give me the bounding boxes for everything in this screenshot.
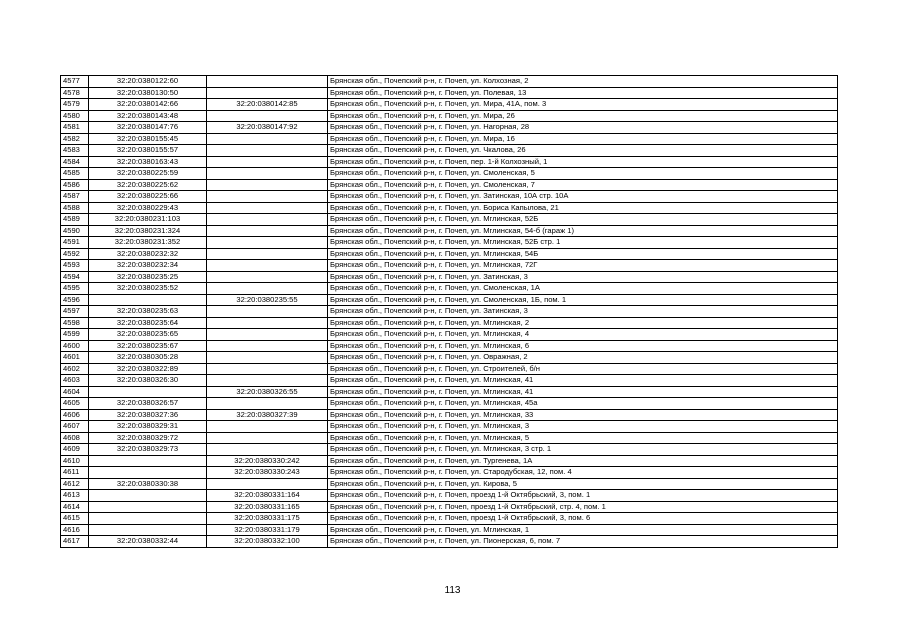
row-number-cell: 4580: [61, 110, 89, 122]
address-cell: Брянская обл., Почепский р-н, г. Почеп, ул. Полевая, 13: [328, 87, 838, 99]
row-number-cell: 4594: [61, 271, 89, 283]
table-row: [61, 478, 838, 490]
row-number-cell: 4595: [61, 283, 89, 295]
land-cadastral-number-cell: 32:20:0380235:25: [89, 271, 207, 283]
building-cadastral-number-cell: [207, 191, 328, 203]
building-cadastral-number-cell: [207, 271, 328, 283]
row-number-cell: 4604: [61, 386, 89, 398]
row-number-cell: 4608: [61, 432, 89, 444]
land-cadastral-number-cell: 32:20:0380329:72: [89, 432, 207, 444]
table-row: [61, 283, 838, 295]
table-row: [61, 214, 838, 226]
land-cadastral-number-cell: [89, 386, 207, 398]
table-row: [61, 340, 838, 352]
building-cadastral-number-cell: [207, 363, 328, 375]
land-cadastral-number-cell: [89, 467, 207, 479]
address-cell: Брянская обл., Почепский р-н, г. Почеп, проезд 1-й Октябрьский, стр. 4, пом. 1: [328, 501, 838, 513]
land-cadastral-number-cell: 32:20:0380232:34: [89, 260, 207, 272]
land-cadastral-number-cell: 32:20:0380229:43: [89, 202, 207, 214]
building-cadastral-number-cell: [207, 225, 328, 237]
table-row: [61, 225, 838, 237]
row-number-cell: 4589: [61, 214, 89, 226]
land-cadastral-number-cell: 32:20:0380326:57: [89, 398, 207, 410]
building-cadastral-number-cell: 32:20:0380326:55: [207, 386, 328, 398]
table-row: [61, 237, 838, 249]
building-cadastral-number-cell: [207, 76, 328, 88]
address-cell: Брянская обл., Почепский р-н, г. Почеп, ул. Мглинская, 1: [328, 524, 838, 536]
building-cadastral-number-cell: [207, 202, 328, 214]
table-row: [61, 455, 838, 467]
land-cadastral-number-cell: [89, 513, 207, 525]
row-number-cell: 4579: [61, 99, 89, 111]
building-cadastral-number-cell: 32:20:0380330:242: [207, 455, 328, 467]
address-cell: Брянская обл., Почепский р-н, г. Почеп, ул. Мглинская, 33: [328, 409, 838, 421]
land-cadastral-number-cell: 32:20:0380225:62: [89, 179, 207, 191]
address-cell: Брянская обл., Почепский р-н, г. Почеп, ул. Смоленская, 1Б, пом. 1: [328, 294, 838, 306]
row-number-cell: 4577: [61, 76, 89, 88]
building-cadastral-number-cell: 32:20:0380142:85: [207, 99, 328, 111]
row-number-cell: 4605: [61, 398, 89, 410]
land-cadastral-number-cell: 32:20:0380231:352: [89, 237, 207, 249]
table-row: [61, 501, 838, 513]
address-cell: Брянская обл., Почепский р-н, г. Почеп, ул. Мглинская, 41: [328, 375, 838, 387]
building-cadastral-number-cell: [207, 329, 328, 341]
building-cadastral-number-cell: [207, 478, 328, 490]
table-row: [61, 513, 838, 525]
row-number-cell: 4593: [61, 260, 89, 272]
row-number-cell: 4601: [61, 352, 89, 364]
row-number-cell: 4584: [61, 156, 89, 168]
table-row: [61, 87, 838, 99]
table-row: [61, 421, 838, 433]
building-cadastral-number-cell: 32:20:0380332:100: [207, 536, 328, 548]
table-row: [61, 110, 838, 122]
table-row: [61, 386, 838, 398]
address-cell: Брянская обл., Почепский р-н, г. Почеп, ул. Строителей, б/н: [328, 363, 838, 375]
table-row: [61, 191, 838, 203]
table-row: [61, 329, 838, 341]
row-number-cell: 4578: [61, 87, 89, 99]
row-number-cell: 4588: [61, 202, 89, 214]
land-cadastral-number-cell: 32:20:0380163:43: [89, 156, 207, 168]
land-cadastral-number-cell: [89, 294, 207, 306]
building-cadastral-number-cell: 32:20:0380331:165: [207, 501, 328, 513]
address-cell: Брянская обл., Почепский р-н, г. Почеп, ул. Овражная, 2: [328, 352, 838, 364]
address-cell: Брянская обл., Почепский р-н, г. Почеп, ул. Колхозная, 2: [328, 76, 838, 88]
row-number-cell: 4600: [61, 340, 89, 352]
row-number-cell: 4612: [61, 478, 89, 490]
address-cell: Брянская обл., Почепский р-н, г. Почеп, ул. Мглинская, 52Б стр. 1: [328, 237, 838, 249]
table-row: [61, 294, 838, 306]
address-cell: Брянская обл., Почепский р-н, г. Почеп, ул. Стародубская, 12, пом. 4: [328, 467, 838, 479]
table-row: [61, 156, 838, 168]
table-row: [61, 444, 838, 456]
row-number-cell: 4617: [61, 536, 89, 548]
address-cell: Брянская обл., Почепский р-н, г. Почеп, ул. Смоленская, 7: [328, 179, 838, 191]
land-cadastral-number-cell: 32:20:0380232:32: [89, 248, 207, 260]
building-cadastral-number-cell: [207, 87, 328, 99]
table-row: [61, 145, 838, 157]
address-cell: Брянская обл., Почепский р-н, г. Почеп, ул. Кирова, 5: [328, 478, 838, 490]
table-row: [61, 352, 838, 364]
row-number-cell: 4583: [61, 145, 89, 157]
table-row: [61, 524, 838, 536]
building-cadastral-number-cell: 32:20:0380330:243: [207, 467, 328, 479]
row-number-cell: 4590: [61, 225, 89, 237]
land-cadastral-number-cell: 32:20:0380231:324: [89, 225, 207, 237]
row-number-cell: 4582: [61, 133, 89, 145]
building-cadastral-number-cell: [207, 340, 328, 352]
table-row: [61, 398, 838, 410]
table-row: [61, 375, 838, 387]
table-row: [61, 202, 838, 214]
building-cadastral-number-cell: 32:20:0380147:92: [207, 122, 328, 134]
address-cell: Брянская обл., Почепский р-н, г. Почеп, ул. Мира, 16: [328, 133, 838, 145]
building-cadastral-number-cell: [207, 133, 328, 145]
address-cell: Брянская обл., Почепский р-н, г. Почеп, ул. Мглинская, 5: [328, 432, 838, 444]
address-cell: Брянская обл., Почепский р-н, г. Почеп, ул. Тургенева, 1А: [328, 455, 838, 467]
building-cadastral-number-cell: [207, 352, 328, 364]
table-row: [61, 179, 838, 191]
address-cell: Брянская обл., Почепский р-н, г. Почеп, ул. Чкалова, 26: [328, 145, 838, 157]
row-number-cell: 4602: [61, 363, 89, 375]
building-cadastral-number-cell: [207, 306, 328, 318]
table-row: [61, 432, 838, 444]
table-row: [61, 76, 838, 88]
table-row: [61, 409, 838, 421]
address-cell: Брянская обл., Почепский р-н, г. Почеп, ул. Затинская, 3: [328, 306, 838, 318]
land-cadastral-number-cell: 32:20:0380143:48: [89, 110, 207, 122]
building-cadastral-number-cell: [207, 317, 328, 329]
table-row: [61, 536, 838, 548]
land-cadastral-number-cell: 32:20:0380155:57: [89, 145, 207, 157]
building-cadastral-number-cell: [207, 168, 328, 180]
address-cell: Брянская обл., Почепский р-н, г. Почеп, ул. Мглинская, 3: [328, 421, 838, 433]
land-cadastral-number-cell: 32:20:0380235:52: [89, 283, 207, 295]
land-cadastral-number-cell: 32:20:0380235:67: [89, 340, 207, 352]
address-cell: Брянская обл., Почепский р-н, г. Почеп, ул. Мглинская, 2: [328, 317, 838, 329]
address-cell: Брянская обл., Почепский р-н, г. Почеп, проезд 1-й Октябрьский, 3, пом. 1: [328, 490, 838, 502]
property-register-table: [60, 75, 838, 548]
row-number-cell: 4606: [61, 409, 89, 421]
building-cadastral-number-cell: [207, 260, 328, 272]
building-cadastral-number-cell: [207, 283, 328, 295]
table-row: [61, 99, 838, 111]
row-number-cell: 4616: [61, 524, 89, 536]
row-number-cell: 4587: [61, 191, 89, 203]
table-row: [61, 363, 838, 375]
address-cell: Брянская обл., Почепский р-н, г. Почеп, ул. Смоленская, 1А: [328, 283, 838, 295]
address-cell: Брянская обл., Почепский р-н, г. Почеп, ул. Мира, 41А, пом. 3: [328, 99, 838, 111]
land-cadastral-number-cell: 32:20:0380235:64: [89, 317, 207, 329]
row-number-cell: 4615: [61, 513, 89, 525]
land-cadastral-number-cell: 32:20:0380327:36: [89, 409, 207, 421]
building-cadastral-number-cell: [207, 432, 328, 444]
table-row: [61, 467, 838, 479]
register-table-body: [61, 76, 838, 548]
building-cadastral-number-cell: 32:20:0380331:175: [207, 513, 328, 525]
table-row: [61, 133, 838, 145]
land-cadastral-number-cell: 32:20:0380142:66: [89, 99, 207, 111]
land-cadastral-number-cell: 32:20:0380235:65: [89, 329, 207, 341]
row-number-cell: 4585: [61, 168, 89, 180]
row-number-cell: 4592: [61, 248, 89, 260]
building-cadastral-number-cell: [207, 145, 328, 157]
address-cell: Брянская обл., Почепский р-н, г. Почеп, ул. Нагорная, 28: [328, 122, 838, 134]
land-cadastral-number-cell: 32:20:0380305:28: [89, 352, 207, 364]
land-cadastral-number-cell: 32:20:0380155:45: [89, 133, 207, 145]
building-cadastral-number-cell: 32:20:0380331:164: [207, 490, 328, 502]
land-cadastral-number-cell: 32:20:0380122:60: [89, 76, 207, 88]
land-cadastral-number-cell: 32:20:0380330:38: [89, 478, 207, 490]
address-cell: Брянская обл., Почепский р-н, г. Почеп, ул. Затинская, 10А стр. 10А: [328, 191, 838, 203]
land-cadastral-number-cell: [89, 501, 207, 513]
address-cell: Брянская обл., Почепский р-н, г. Почеп, ул. Мглинская, 6: [328, 340, 838, 352]
address-cell: Брянская обл., Почепский р-н, г. Почеп, ул. Мглинская, 52Б: [328, 214, 838, 226]
building-cadastral-number-cell: 32:20:0380331:179: [207, 524, 328, 536]
address-cell: Брянская обл., Почепский р-н, г. Почеп, ул. Мглинская, 3 стр. 1: [328, 444, 838, 456]
land-cadastral-number-cell: 32:20:0380329:73: [89, 444, 207, 456]
table-row: [61, 168, 838, 180]
table-row: [61, 317, 838, 329]
row-number-cell: 4586: [61, 179, 89, 191]
land-cadastral-number-cell: 32:20:0380231:103: [89, 214, 207, 226]
land-cadastral-number-cell: 32:20:0380147:76: [89, 122, 207, 134]
row-number-cell: 4591: [61, 237, 89, 249]
row-number-cell: 4581: [61, 122, 89, 134]
table-row: [61, 271, 838, 283]
address-cell: Брянская обл., Почепский р-н, г. Почеп, ул. Мглинская, 41: [328, 386, 838, 398]
row-number-cell: 4609: [61, 444, 89, 456]
address-cell: Брянская обл., Почепский р-н, г. Почеп, ул. Затинская, 3: [328, 271, 838, 283]
address-cell: Брянская обл., Почепский р-н, г. Почеп, ул. Мглинская, 72Г: [328, 260, 838, 272]
land-cadastral-number-cell: [89, 524, 207, 536]
address-cell: Брянская обл., Почепский р-н, г. Почеп, ул. Мира, 26: [328, 110, 838, 122]
table-row: [61, 260, 838, 272]
building-cadastral-number-cell: [207, 398, 328, 410]
address-cell: Брянская обл., Почепский р-н, г. Почеп, ул. Пионерская, 6, пом. 7: [328, 536, 838, 548]
address-cell: Брянская обл., Почепский р-н, г. Почеп, ул. Смоленская, 5: [328, 168, 838, 180]
building-cadastral-number-cell: [207, 156, 328, 168]
land-cadastral-number-cell: 32:20:0380326:30: [89, 375, 207, 387]
address-cell: Брянская обл., Почепский р-н, г. Почеп, ул. Мглинская, 54Б: [328, 248, 838, 260]
page-number: 113: [444, 585, 461, 596]
table-row: [61, 122, 838, 134]
row-number-cell: 4598: [61, 317, 89, 329]
row-number-cell: 4599: [61, 329, 89, 341]
building-cadastral-number-cell: [207, 237, 328, 249]
building-cadastral-number-cell: [207, 248, 328, 260]
building-cadastral-number-cell: [207, 179, 328, 191]
land-cadastral-number-cell: [89, 455, 207, 467]
building-cadastral-number-cell: [207, 110, 328, 122]
address-cell: Брянская обл., Почепский р-н, г. Почеп, ул. Мглинская, 45а: [328, 398, 838, 410]
building-cadastral-number-cell: [207, 214, 328, 226]
row-number-cell: 4611: [61, 467, 89, 479]
row-number-cell: 4596: [61, 294, 89, 306]
table-row: [61, 306, 838, 318]
building-cadastral-number-cell: [207, 421, 328, 433]
row-number-cell: 4610: [61, 455, 89, 467]
address-cell: Брянская обл., Почепский р-н, г. Почеп, ул. Мглинская, 4: [328, 329, 838, 341]
land-cadastral-number-cell: 32:20:0380130:50: [89, 87, 207, 99]
row-number-cell: 4614: [61, 501, 89, 513]
row-number-cell: 4597: [61, 306, 89, 318]
building-cadastral-number-cell: 32:20:0380327:39: [207, 409, 328, 421]
building-cadastral-number-cell: [207, 375, 328, 387]
land-cadastral-number-cell: 32:20:0380225:66: [89, 191, 207, 203]
building-cadastral-number-cell: 32:20:0380235:55: [207, 294, 328, 306]
land-cadastral-number-cell: [89, 490, 207, 502]
address-cell: Брянская обл., Почепский р-н, г. Почеп, проезд 1-й Октябрьский, 3, пом. 6: [328, 513, 838, 525]
row-number-cell: 4607: [61, 421, 89, 433]
land-cadastral-number-cell: 32:20:0380329:31: [89, 421, 207, 433]
address-cell: Брянская обл., Почепский р-н, г. Почеп, пер. 1-й Колхозный, 1: [328, 156, 838, 168]
land-cadastral-number-cell: 32:20:0380332:44: [89, 536, 207, 548]
land-cadastral-number-cell: 32:20:0380322:89: [89, 363, 207, 375]
table-row: [61, 490, 838, 502]
address-cell: Брянская обл., Почепский р-н, г. Почеп, ул. Бориса Капылова, 21: [328, 202, 838, 214]
land-cadastral-number-cell: 32:20:0380225:59: [89, 168, 207, 180]
address-cell: Брянская обл., Почепский р-н, г. Почеп, ул. Мглинская, 54-б (гараж 1): [328, 225, 838, 237]
building-cadastral-number-cell: [207, 444, 328, 456]
table-row: [61, 248, 838, 260]
row-number-cell: 4603: [61, 375, 89, 387]
land-cadastral-number-cell: 32:20:0380235:63: [89, 306, 207, 318]
row-number-cell: 4613: [61, 490, 89, 502]
